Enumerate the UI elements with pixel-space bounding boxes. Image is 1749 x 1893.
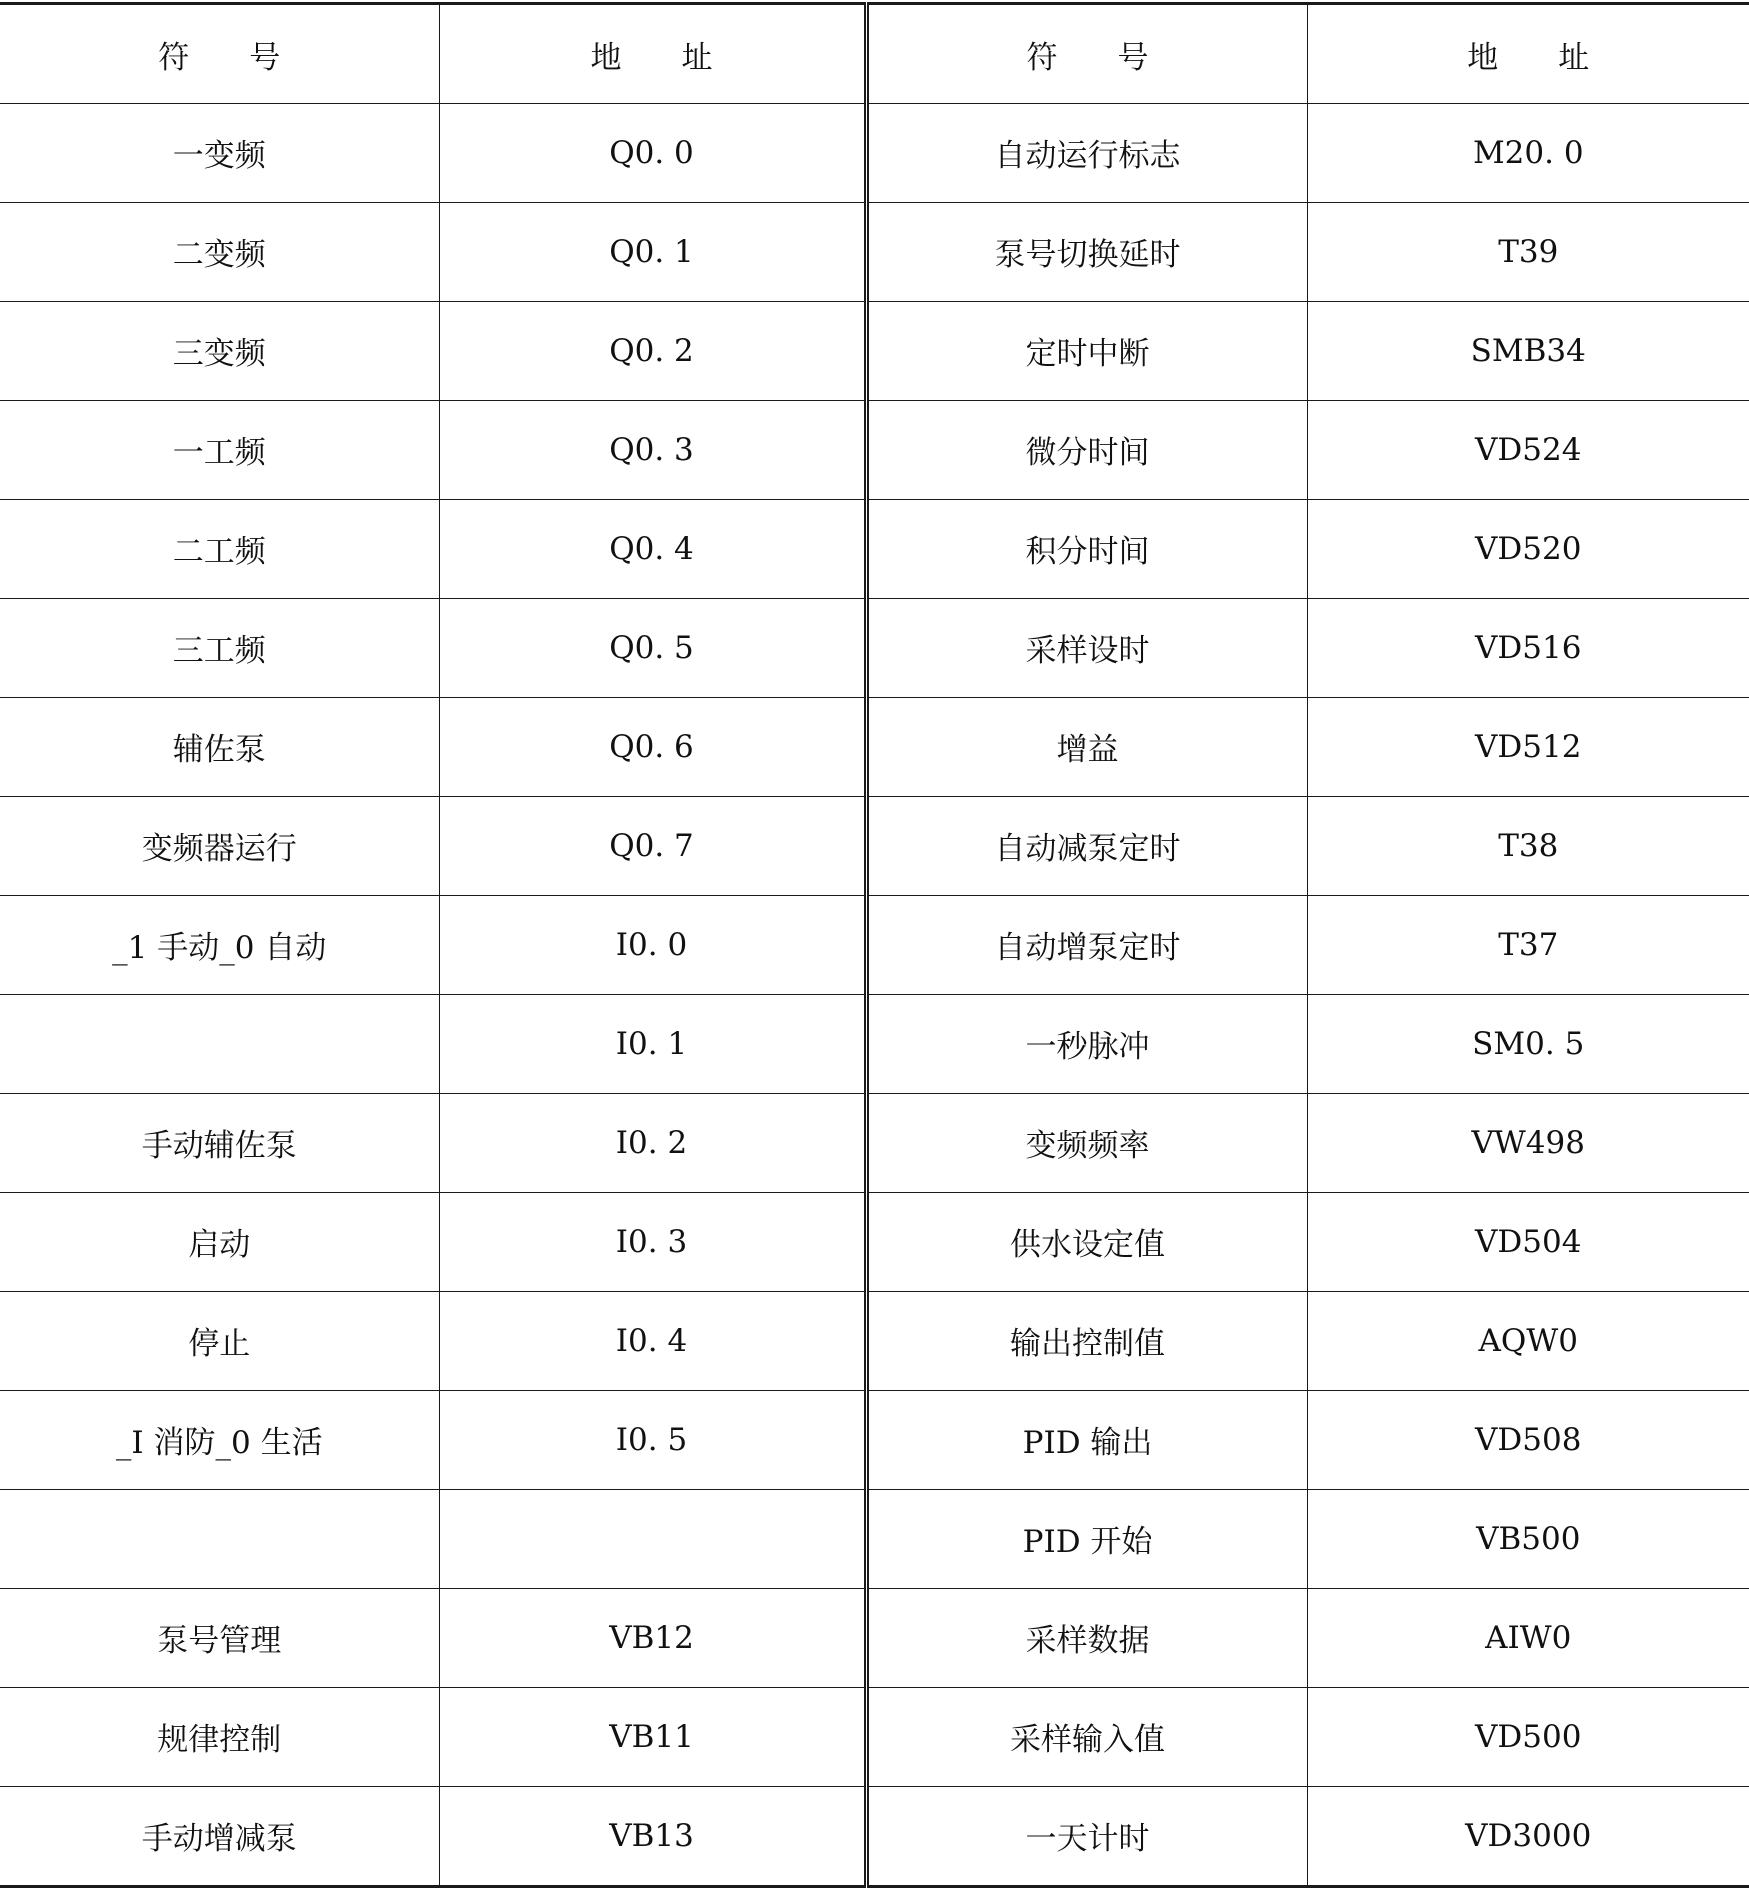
address-cell-right: VW498 [1307, 1093, 1749, 1192]
symbol-cell-left: 三工频 [0, 598, 439, 697]
symbol-cell-right: 变频频率 [866, 1093, 1307, 1192]
address-cell-left: VB11 [439, 1687, 866, 1786]
header-address-left: 地 址 [439, 4, 866, 104]
table-row [0, 697, 1749, 796]
table-row [0, 796, 1749, 895]
address-cell-right: VD520 [1307, 499, 1749, 598]
symbol-cell-left: 二工频 [0, 499, 439, 598]
symbol-cell-right: 采样数据 [866, 1588, 1307, 1687]
table-row [0, 598, 1749, 697]
table-row [0, 301, 1749, 400]
address-cell-right: SMB34 [1307, 301, 1749, 400]
symbol-cell-right: 一秒脉冲 [866, 994, 1307, 1093]
address-cell-right: T37 [1307, 895, 1749, 994]
symbol-cell-left: 手动辅佐泵 [0, 1093, 439, 1192]
symbol-cell-right: 泵号切换延时 [866, 202, 1307, 301]
symbol-cell-right: 自动运行标志 [866, 104, 1307, 203]
address-cell-left: Q0. 6 [439, 697, 866, 796]
symbol-cell-right: 定时中断 [866, 301, 1307, 400]
table-row [0, 1291, 1749, 1390]
symbol-cell-left: _1 手动_0 自动 [0, 895, 439, 994]
address-cell-left: I0. 5 [439, 1390, 866, 1489]
header-symbol-right: 符 号 [866, 4, 1307, 104]
table-row [0, 400, 1749, 499]
address-cell-right: VD3000 [1307, 1786, 1749, 1886]
symbol-cell-left: 变频器运行 [0, 796, 439, 895]
address-cell-right: VD508 [1307, 1390, 1749, 1489]
symbol-cell-left: 停止 [0, 1291, 439, 1390]
address-cell-right: VD516 [1307, 598, 1749, 697]
table-row [0, 1588, 1749, 1687]
table-row [0, 1687, 1749, 1786]
address-cell-left: Q0. 0 [439, 104, 866, 203]
address-cell-right: VD524 [1307, 400, 1749, 499]
symbol-cell-left: 手动增减泵 [0, 1786, 439, 1886]
symbol-cell-right: 自动减泵定时 [866, 796, 1307, 895]
table-row [0, 1489, 1749, 1588]
symbol-cell-left [0, 1489, 439, 1588]
symbol-cell-left [0, 994, 439, 1093]
symbol-cell-right: 自动增泵定时 [866, 895, 1307, 994]
table-row [0, 994, 1749, 1093]
symbol-cell-left: 一变频 [0, 104, 439, 203]
header-address-right: 地 址 [1307, 4, 1749, 104]
address-cell-right: VD512 [1307, 697, 1749, 796]
symbol-cell-left: _I 消防_0 生活 [0, 1390, 439, 1489]
address-cell-right: M20. 0 [1307, 104, 1749, 203]
address-cell-left [439, 1489, 866, 1588]
symbol-cell-right: 增益 [866, 697, 1307, 796]
table-row [0, 499, 1749, 598]
address-cell-right: T39 [1307, 202, 1749, 301]
address-cell-right: VB500 [1307, 1489, 1749, 1588]
header-row [0, 4, 1749, 104]
symbol-cell-right: 输出控制值 [866, 1291, 1307, 1390]
symbol-address-table [0, 2, 1749, 1888]
symbol-cell-left: 一工频 [0, 400, 439, 499]
symbol-cell-left: 三变频 [0, 301, 439, 400]
symbol-cell-right: PID 输出 [866, 1390, 1307, 1489]
symbol-cell-left: 泵号管理 [0, 1588, 439, 1687]
address-cell-left: VB13 [439, 1786, 866, 1886]
table-row [0, 104, 1749, 203]
table-row [0, 895, 1749, 994]
address-cell-left: Q0. 5 [439, 598, 866, 697]
address-cell-left: Q0. 2 [439, 301, 866, 400]
table-row [0, 1786, 1749, 1886]
address-cell-right: T38 [1307, 796, 1749, 895]
symbol-cell-left: 启动 [0, 1192, 439, 1291]
symbol-cell-right: 供水设定值 [866, 1192, 1307, 1291]
table-row [0, 1390, 1749, 1489]
symbol-cell-left: 二变频 [0, 202, 439, 301]
address-cell-right: VD500 [1307, 1687, 1749, 1786]
address-cell-left: VB12 [439, 1588, 866, 1687]
address-cell-left: Q0. 7 [439, 796, 866, 895]
symbol-cell-right: PID 开始 [866, 1489, 1307, 1588]
address-cell-right: VD504 [1307, 1192, 1749, 1291]
address-cell-left: I0. 4 [439, 1291, 866, 1390]
table-row [0, 1093, 1749, 1192]
table-row [0, 202, 1749, 301]
symbol-cell-right: 一天计时 [866, 1786, 1307, 1886]
address-cell-left: I0. 3 [439, 1192, 866, 1291]
symbol-cell-right: 采样输入值 [866, 1687, 1307, 1786]
symbol-cell-right: 积分时间 [866, 499, 1307, 598]
table-row [0, 1192, 1749, 1291]
address-cell-left: Q0. 4 [439, 499, 866, 598]
header-symbol-left: 符 号 [0, 4, 439, 104]
symbol-cell-right: 采样设时 [866, 598, 1307, 697]
symbol-cell-left: 辅佐泵 [0, 697, 439, 796]
address-cell-right: AQW0 [1307, 1291, 1749, 1390]
address-cell-left: I0. 0 [439, 895, 866, 994]
address-cell-left: I0. 2 [439, 1093, 866, 1192]
address-cell-left: Q0. 1 [439, 202, 866, 301]
address-cell-left: I0. 1 [439, 994, 866, 1093]
symbol-cell-left: 规律控制 [0, 1687, 439, 1786]
address-cell-left: Q0. 3 [439, 400, 866, 499]
address-cell-right: SM0. 5 [1307, 994, 1749, 1093]
table-body [0, 4, 1749, 1887]
symbol-cell-right: 微分时间 [866, 400, 1307, 499]
address-cell-right: AIW0 [1307, 1588, 1749, 1687]
